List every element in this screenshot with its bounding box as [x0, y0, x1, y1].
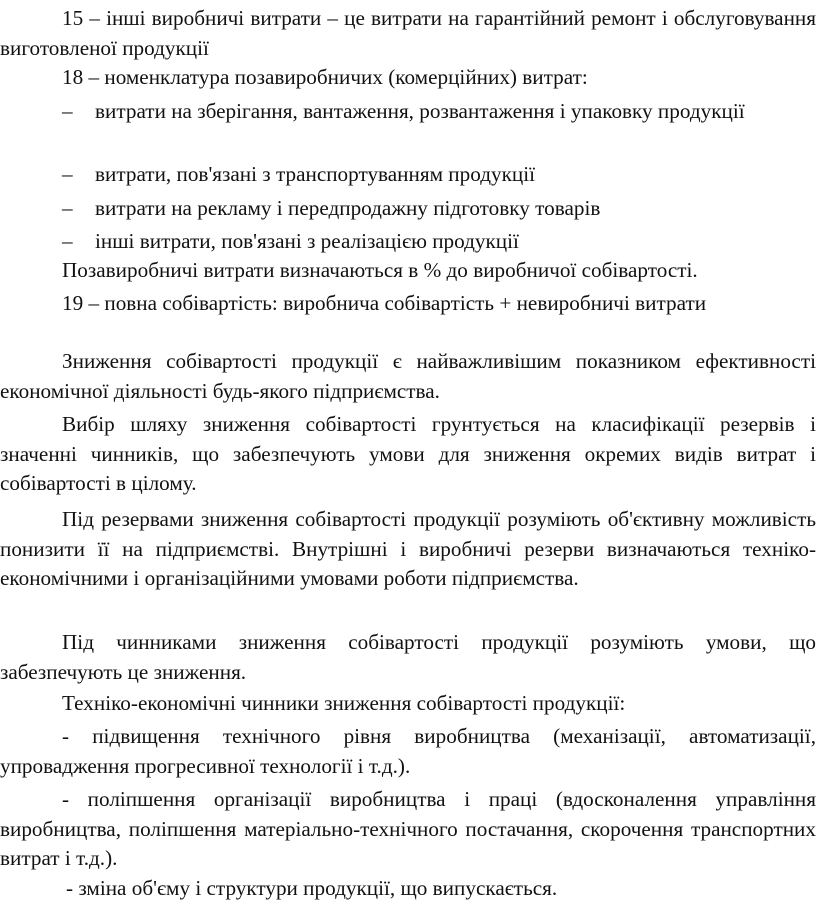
paragraph-item-19: 19 – повна собівартість: виробнича собівартість + невиробничі витрати: [62, 291, 707, 315]
paragraph-technical-level: - підвищення технічного рівня виробництва (механізації, автоматизації, упровадження прогресивної технології і т.д.).: [0, 724, 816, 778]
list-item: [0, 227, 816, 257]
list-item-text: витрати на зберігання, вантаження, розвантаження і упаковку продукції: [95, 99, 745, 123]
paragraph-item-15: 15 – інші виробничі витрати – це витрати на гарантійний ремонт і обслуговування виготовленої продукції: [0, 6, 816, 60]
paragraph-overhead-note: Позавиробничі витрати визначаються в % до виробничої собівартості.: [62, 258, 698, 282]
list-item: [0, 194, 816, 224]
paragraph-volume-structure: - зміна об'єму і структури продукції, що випускається.: [66, 876, 558, 900]
list-dash-marker: –: [62, 162, 73, 186]
list-item: [0, 160, 816, 190]
list-item-text: витрати на рекламу і передпродажну підготовку товарів: [95, 196, 601, 220]
paragraph-item-18: 18 – номенклатура позавиробничих (комерційних) витрат:: [62, 65, 588, 89]
list-item-text: інші витрати, пов'язані з реалізацією продукції: [95, 229, 519, 253]
list-dash-marker: –: [62, 99, 73, 123]
paragraph-choice-of-path: Вибір шляху зниження собівартості грунтується на класифікації резервів і значенні чинників, що забезпечують умови для зниження окремих видів витрат і собівартості в цілому.: [0, 412, 816, 496]
paragraph-factors: Під чинниками зниження собівартості продукції розуміють умови, що забезпечують це зниження.: [0, 630, 816, 684]
list-item-text: витрати, пов'язані з транспортуванням продукції: [95, 162, 535, 186]
list-dash-marker: –: [62, 229, 73, 253]
paragraph-reserves: Під резервами зниження собівартості продукції розуміють об'єктивну можливість понизити її на підприємстві. Внутрішні і виробничі резерви визначаються техніко-економічними і організаційними умовами роботи підприємства.: [0, 507, 816, 591]
paragraph-organization: - поліпшення організації виробництва і праці (вдосконалення управління виробництва, поліпшення матеріально-технічного постачання, скорочення транспортних витрат і т.д.).: [0, 787, 816, 871]
list-item: [0, 97, 816, 157]
paragraph-factors-heading: Техніко-економічні чинники зниження собівартості продукції:: [62, 691, 626, 715]
list-dash-marker: –: [62, 196, 73, 220]
paragraph-cost-reduction: Зниження собівартості продукції є найважливішим показником ефективності економічної діяльності будь-якого підприємства.: [0, 349, 816, 403]
